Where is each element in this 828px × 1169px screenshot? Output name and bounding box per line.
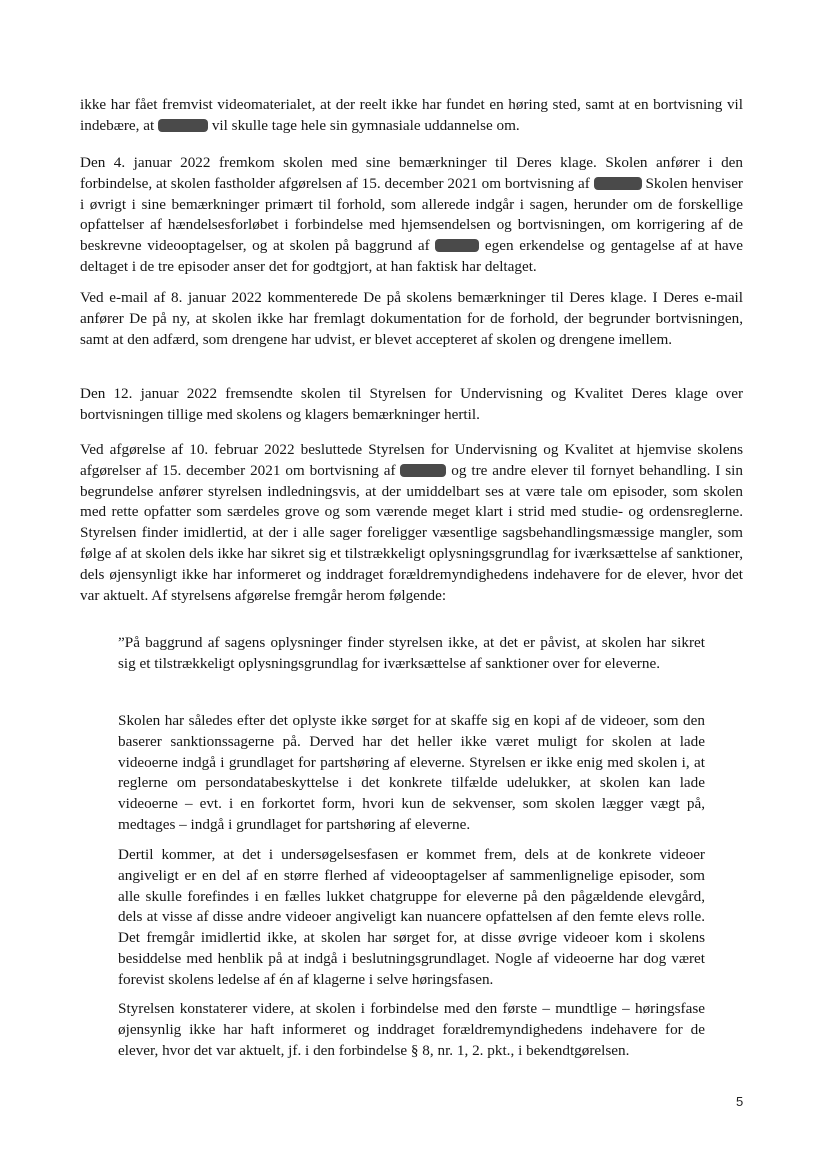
- quote-paragraph-1: ”På baggrund af sagens oplysninger finder styrelsen ikke, at det er påvist, at skolen har sikret sig et tilstrækkeligt oplysningsgrundlag for iværksættelse af sanktioner over for eleverne.: [118, 634, 705, 672]
- redaction-box: [400, 464, 446, 477]
- quote-paragraph-4: Styrelsen konstaterer videre, at skolen i forbindelse med den første – mundtlige – høringsfase øjensynlig ikke har haft informeret og inddraget forældremyndighedens indehavere for de elever, hvor det var aktuelt, jf. i den forbindelse § 8, nr. 1, 2. pkt., i bekendtgørelsen.: [118, 1000, 705, 1059]
- redaction-box: [435, 239, 479, 252]
- paragraph-5-text-a: Ved afgørelse af 10. februar 2022 besluttede Styrelsen for Undervisning og Kvalitet at hjemvise skolens afgørelser af 15. december 2021 om bortvisning af: [80, 441, 743, 479]
- page-number: 5: [736, 1094, 744, 1109]
- paragraph-1-text-a: ikke har fået fremvist videomaterialet, at der reelt ikke har fundet en høring sted, samt at en bortvisning vil indebære, at: [80, 96, 743, 134]
- paragraph-2-text-b: Skolen henviser i øvrigt i sine bemærkninger primært til forhold, som allerede indgår i sagen, herunder om de forskellige opfattelser af hændelsesforløbet i forbindelse med hjemsendelsen og bortvisningen, om korrigering af de beskrevne videooptagelser, og at skolen på baggrund af: [80, 174, 743, 255]
- paragraph-2-text-a: Den 4. januar 2022 fremkom skolen med sine bemærkninger til Deres klage. Skolen anfører i den forbindelse, at skolen fastholder afgørelsen af 15. december 2021 om bortvisning af: [80, 154, 743, 192]
- paragraph-1-text-b: vil skulle tage hele sin gymnasiale uddannelse om.: [208, 116, 520, 134]
- paragraph-1: [80, 95, 743, 137]
- redaction-box: [594, 177, 642, 190]
- quote-paragraph-2: Skolen har således efter det oplyste ikke sørget for at skaffe sig en kopi af de videoer, som den baserer sanktionssagerne på. Derved har det heller ikke været muligt for skolen at lade videoerne indgå i grundlaget for partshøring af eleverne. Styrelsen er ikke enig med skolen i, at reglerne om persondatabeskyttelse i det konkrete tilfælde udelukker, at skolen kan lade videoerne – evt. i en forkortet form, hvori kun de sekvenser, som skolen lægger vægt på, medtages – indgå i grundlaget for partshøring af eleverne.: [118, 712, 705, 833]
- paragraph-5-text-b: og tre andre elever til fornyet behandling. I sin begrundelse anfører styrelsen indledningsvis, at der umiddelbart ses at være tale om episoder, som skolen med rette opfatter som særdeles grove og som værende meget klart i strid med studie- og ordensreglerne. Styrelsen finder imidlertid, at der i alle sager foreligger væsentlige sagsbehandlingsmæssige mangler, som følge af at skolen dels ikke har sikret sig et tilstrækkeligt oplysningsgrundlag for iværksættelse af sanktioner, dels øjensynligt ikke har informeret og inddraget forældremyndighedens indehavere for de elever, hvor det var aktuelt. Af styrelsens afgørelse fremgår herom følgende:: [80, 461, 743, 604]
- paragraph-3: Ved e-mail af 8. januar 2022 kommenterede De på skolens bemærkninger til Deres klage. I Deres e-mail anfører De på ny, at skolen ikke har fremlagt dokumentation for de forhold, der begrunder bortvisningen, samt at den adfærd, som drengene har udvist, er blevet accepteret af skolen og drengene imellem.: [80, 289, 743, 348]
- paragraph-4: Den 12. januar 2022 fremsendte skolen til Styrelsen for Undervisning og Kvalitet Deres klage over bortvisningen tillige med skolens og klagers bemærkninger hertil.: [80, 385, 743, 423]
- paragraph-2: [80, 153, 743, 278]
- redaction-box: [158, 119, 208, 132]
- paragraph-5: [80, 440, 743, 606]
- paragraph-2-text-c: egen erkendelse og gentagelse af at have deltaget i de tre episoder anser det for godtgjort, at han faktisk har deltaget.: [80, 237, 744, 275]
- quote-paragraph-3: Dertil kommer, at det i undersøgelsesfasen er kommet frem, dels at de konkrete videoer angiveligt er en del af en større flerhed af videooptagelser af sammenlignelige episoder, som alle skulle forefindes i en fælles lukket chatgruppe for eleverne på den pågældende elevgård, dels at visse af disse andre videoer angiveligt kan nuancere opfattelsen af den femte elevs rolle. Det fremgår imidlertid ikke, at skolen har sørget for, at disse øvrige videoer kom i skolens besiddelse med henblik på at indgå i beslutningsgrundlaget. Nogle af videoerne har dog været forevist skolens ledelse af én af klagerne i selve høringsfasen.: [118, 846, 705, 988]
